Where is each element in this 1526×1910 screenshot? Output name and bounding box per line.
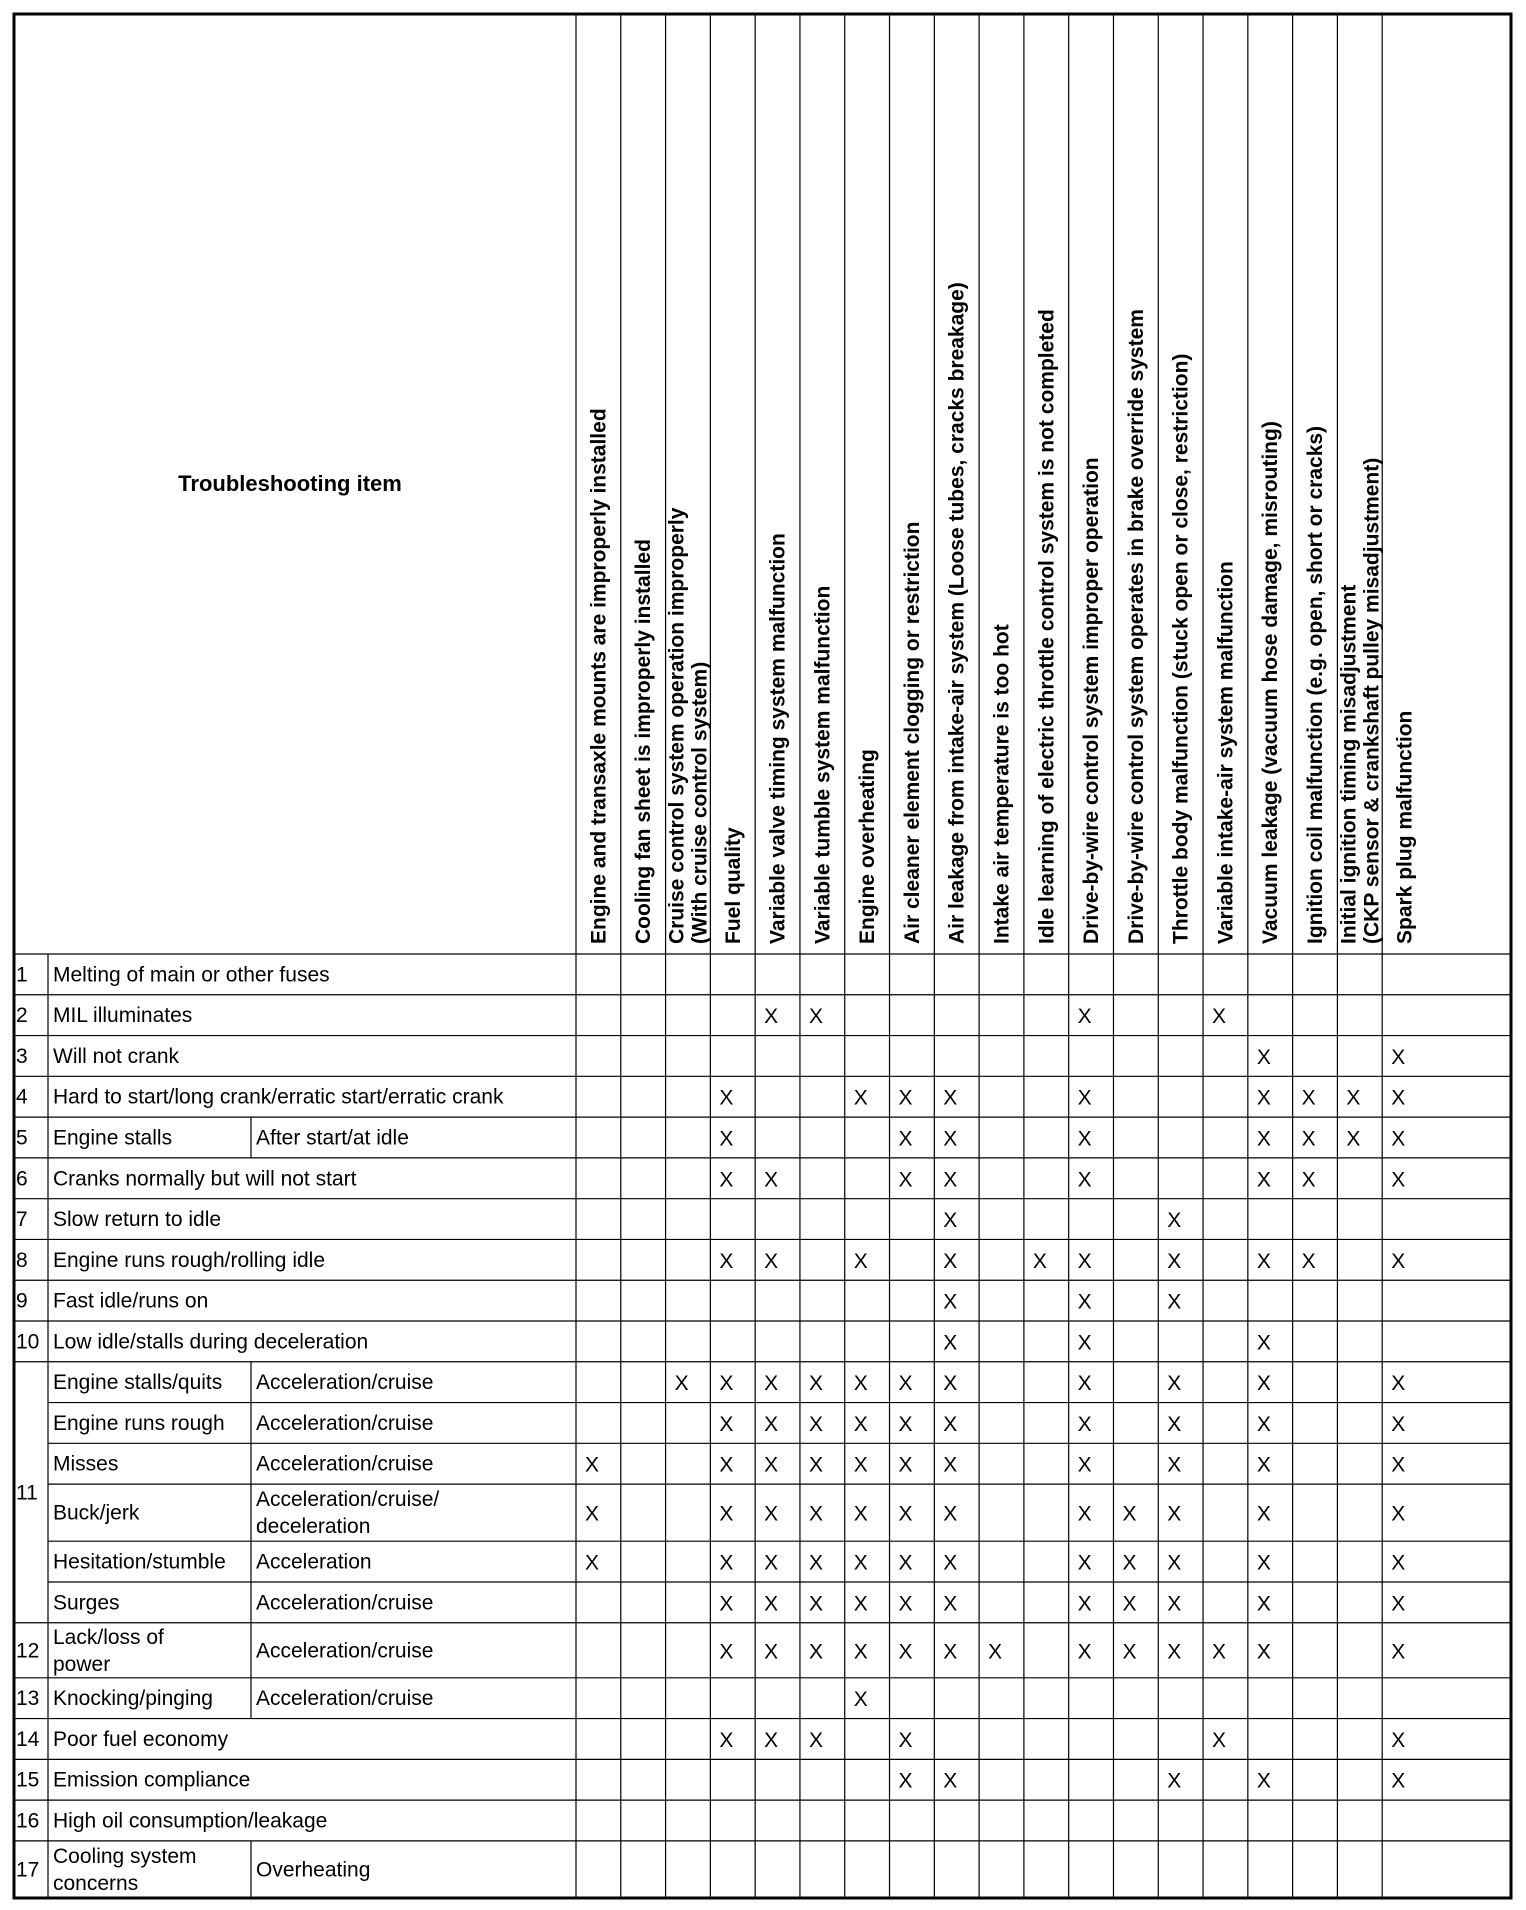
troubleshooting-item: Slow return to idle xyxy=(53,1208,222,1232)
mark-x: X xyxy=(1391,1249,1406,1273)
mark-x: X xyxy=(943,1453,958,1477)
mark-x: X xyxy=(1391,1592,1406,1616)
row-number: 7 xyxy=(16,1208,28,1232)
mark-x: X xyxy=(943,1502,958,1526)
mark-x: X xyxy=(1301,1168,1316,1192)
mark-x: X xyxy=(898,1412,913,1436)
condition: Acceleration/cruise xyxy=(256,1639,434,1663)
row-number: 13 xyxy=(16,1687,40,1711)
mark-x: X xyxy=(1391,1769,1406,1793)
mark-x: X xyxy=(808,1453,823,1477)
column-header xyxy=(1394,711,1417,944)
mark-x: X xyxy=(943,1249,958,1273)
row-number: 12 xyxy=(16,1639,40,1663)
column-header xyxy=(587,408,610,944)
column-header-text: Spark plug malfunction xyxy=(1393,710,1417,944)
mark-x: X xyxy=(719,1640,734,1664)
troubleshooting-item: Surges xyxy=(53,1591,120,1615)
mark-x: X xyxy=(853,1249,868,1273)
troubleshooting-item: Low idle/stalls during deceleration xyxy=(53,1330,369,1354)
row-number: 11 xyxy=(16,1481,38,1505)
mark-x: X xyxy=(1167,1412,1182,1436)
mark-x: X xyxy=(585,1453,600,1477)
table-border xyxy=(14,14,1511,1898)
mark-x: X xyxy=(853,1412,868,1436)
column-header-text: (CKP sensor & crankshaft pulley misadjustment) xyxy=(1360,457,1384,944)
mark-x: X xyxy=(1167,1249,1182,1273)
mark-x: X xyxy=(898,1640,913,1664)
condition: Overheating xyxy=(256,1858,371,1882)
mark-x: X xyxy=(585,1551,600,1575)
mark-x: X xyxy=(1167,1592,1182,1616)
mark-x: X xyxy=(719,1502,734,1526)
column-header-text: Vacuum leakage (vacuum hose damage, misrouting) xyxy=(1259,421,1283,944)
mark-x: X xyxy=(808,1592,823,1616)
mark-x: X xyxy=(1167,1453,1182,1477)
row-number: 17 xyxy=(16,1858,40,1882)
cell-marks xyxy=(585,1005,1405,1793)
mark-x: X xyxy=(1077,1249,1092,1273)
mark-x: X xyxy=(898,1127,913,1151)
mark-x: X xyxy=(1077,1592,1092,1616)
mark-x: X xyxy=(808,1728,823,1752)
mark-x: X xyxy=(719,1453,734,1477)
column-header xyxy=(1214,561,1237,944)
column-header-text: Variable valve timing system malfunction xyxy=(766,533,790,944)
troubleshooting-item: Engine runs rough/rolling idle xyxy=(53,1248,326,1272)
column-header-text: Variable tumble system malfunction xyxy=(811,585,835,944)
table-grid xyxy=(14,14,1511,1898)
mark-x: X xyxy=(719,1592,734,1616)
troubleshooting-item: Hard to start/long crank/erratic start/erratic crank xyxy=(53,1085,504,1109)
mark-x: X xyxy=(943,1769,958,1793)
mark-x: X xyxy=(1032,1249,1047,1273)
mark-x: X xyxy=(1077,1331,1092,1355)
mark-x: X xyxy=(853,1592,868,1616)
condition: Acceleration/cruise xyxy=(256,1687,434,1711)
mark-x: X xyxy=(1391,1502,1406,1526)
column-header-text: Initial ignition timing misadjustment xyxy=(1337,584,1361,944)
mark-x: X xyxy=(1301,1127,1316,1151)
mark-x: X xyxy=(1256,1127,1271,1151)
column-header-text: Variable intake-air system malfunction xyxy=(1214,561,1238,944)
column-header xyxy=(1304,426,1327,944)
mark-x: X xyxy=(808,1502,823,1526)
mark-x: X xyxy=(1391,1372,1406,1396)
mark-x: X xyxy=(1077,1551,1092,1575)
mark-x: X xyxy=(853,1640,868,1664)
mark-x: X xyxy=(943,1412,958,1436)
column-header-text: Cruise control system operation improperly xyxy=(665,507,689,944)
mark-x: X xyxy=(853,1551,868,1575)
row-number: 2 xyxy=(16,1004,28,1028)
column-header xyxy=(632,539,655,944)
troubleshooting-item: Misses xyxy=(53,1452,119,1476)
column-header-text: Air cleaner element clogging or restriction xyxy=(900,521,924,944)
mark-x: X xyxy=(1122,1640,1137,1664)
mark-x: X xyxy=(1256,1640,1271,1664)
row-number: 16 xyxy=(16,1809,40,1833)
condition: After start/at idle xyxy=(256,1126,409,1150)
troubleshooting-item: Engine stalls/quits xyxy=(53,1371,223,1395)
column-header-text: Drive-by-wire control system improper operation xyxy=(1080,457,1104,944)
column-header-text: Engine and transaxle mounts are improperly installed xyxy=(587,408,611,944)
troubleshooting-item: Hesitation/stumble xyxy=(53,1550,226,1574)
mark-x: X xyxy=(898,1502,913,1526)
mark-x: X xyxy=(1256,1372,1271,1396)
condition: Acceleration/cruise xyxy=(256,1452,434,1476)
mark-x: X xyxy=(943,1290,958,1314)
troubleshooting-item: Fast idle/runs on xyxy=(53,1289,209,1313)
mark-x: X xyxy=(1167,1769,1182,1793)
troubleshooting-item: Poor fuel economy xyxy=(53,1727,229,1751)
condition: Acceleration xyxy=(256,1550,372,1574)
mark-x: X xyxy=(898,1769,913,1793)
mark-x: X xyxy=(764,1372,779,1396)
column-header xyxy=(767,533,790,944)
mark-x: X xyxy=(943,1551,958,1575)
troubleshooting-item: Engine runs rough xyxy=(53,1411,225,1435)
mark-x: X xyxy=(1391,1168,1406,1192)
mark-x: X xyxy=(1256,1502,1271,1526)
mark-x: X xyxy=(1077,1290,1092,1314)
mark-x: X xyxy=(943,1640,958,1664)
mark-x: X xyxy=(1077,1086,1092,1110)
row-labels xyxy=(16,963,504,1895)
mark-x: X xyxy=(764,1412,779,1436)
row-number: 14 xyxy=(16,1727,40,1751)
column-header-text: Air leakage from intake-air system (Loose tubes, cracks breakage) xyxy=(945,282,969,944)
row-number: 5 xyxy=(16,1126,28,1150)
mark-x: X xyxy=(943,1127,958,1151)
condition: Acceleration/cruise xyxy=(256,1591,434,1615)
troubleshooting-item: Melting of main or other fuses xyxy=(53,963,330,987)
mark-x: X xyxy=(898,1728,913,1752)
troubleshooting-item: MIL illuminates xyxy=(53,1004,193,1028)
column-header-text: Throttle body malfunction (stuck open or close, restriction) xyxy=(1169,353,1193,944)
mark-x: X xyxy=(1391,1412,1406,1436)
mark-x: X xyxy=(1167,1209,1182,1233)
mark-x: X xyxy=(764,1502,779,1526)
mark-x: X xyxy=(764,1005,779,1029)
mark-x: X xyxy=(1256,1592,1271,1616)
mark-x: X xyxy=(719,1249,734,1273)
mark-x: X xyxy=(764,1249,779,1273)
mark-x: X xyxy=(853,1688,868,1712)
column-header-text: Engine overheating xyxy=(856,749,880,944)
mark-x: X xyxy=(1256,1551,1271,1575)
mark-x: X xyxy=(1256,1331,1271,1355)
condition: Acceleration/cruise xyxy=(256,1371,434,1395)
mark-x: X xyxy=(1077,1372,1092,1396)
column-header xyxy=(991,624,1014,944)
troubleshooting-item: Buck/jerk xyxy=(53,1501,140,1525)
mark-x: X xyxy=(674,1372,689,1396)
mark-x: X xyxy=(764,1592,779,1616)
mark-x: X xyxy=(719,1551,734,1575)
mark-x: X xyxy=(585,1502,600,1526)
row-number: 10 xyxy=(16,1330,40,1354)
troubleshooting-item: Engine stalls xyxy=(53,1126,173,1150)
mark-x: X xyxy=(808,1640,823,1664)
troubleshooting-item: Knocking/pinging xyxy=(53,1687,213,1711)
column-header xyxy=(1080,457,1103,944)
troubleshooting-item: Cooling system xyxy=(53,1844,197,1868)
condition: Acceleration/cruise xyxy=(256,1411,434,1435)
mark-x: X xyxy=(1077,1005,1092,1029)
mark-x: X xyxy=(1256,1086,1271,1110)
mark-x: X xyxy=(1212,1640,1227,1664)
mark-x: X xyxy=(853,1453,868,1477)
mark-x: X xyxy=(1391,1640,1406,1664)
mark-x: X xyxy=(764,1168,779,1192)
mark-x: X xyxy=(898,1168,913,1192)
column-header xyxy=(856,749,879,944)
column-header xyxy=(1259,421,1282,944)
mark-x: X xyxy=(764,1453,779,1477)
mark-x: X xyxy=(1391,1728,1406,1752)
mark-x: X xyxy=(1391,1086,1406,1110)
mark-x: X xyxy=(1077,1453,1092,1477)
column-header xyxy=(722,827,745,944)
mark-x: X xyxy=(943,1086,958,1110)
column-header-text: Cooling fan sheet is improperly installed xyxy=(632,539,656,944)
mark-x: X xyxy=(808,1412,823,1436)
mark-x: X xyxy=(808,1005,823,1029)
mark-x: X xyxy=(1301,1249,1316,1273)
mark-x: X xyxy=(808,1551,823,1575)
mark-x: X xyxy=(1167,1372,1182,1396)
mark-x: X xyxy=(1122,1502,1137,1526)
troubleshooting-item: Lack/loss of xyxy=(53,1625,164,1649)
condition: deceleration xyxy=(256,1515,371,1539)
mark-x: X xyxy=(1391,1127,1406,1151)
mark-x: X xyxy=(853,1086,868,1110)
column-header-text: Drive-by-wire control system operates in brake override system xyxy=(1124,309,1148,944)
troubleshooting-item: High oil consumption/leakage xyxy=(53,1809,328,1833)
mark-x: X xyxy=(719,1728,734,1752)
mark-x: X xyxy=(898,1592,913,1616)
condition: Acceleration/cruise/ xyxy=(256,1488,440,1512)
mark-x: X xyxy=(764,1640,779,1664)
row-number: 4 xyxy=(16,1085,28,1109)
mark-x: X xyxy=(1122,1551,1137,1575)
mark-x: X xyxy=(943,1209,958,1233)
mark-x: X xyxy=(1256,1168,1271,1192)
column-header-text: Intake air temperature is too hot xyxy=(990,624,1014,944)
mark-x: X xyxy=(1256,1453,1271,1477)
mark-x: X xyxy=(1077,1127,1092,1151)
mark-x: X xyxy=(853,1372,868,1396)
mark-x: X xyxy=(1167,1290,1182,1314)
mark-x: X xyxy=(943,1592,958,1616)
mark-x: X xyxy=(1212,1005,1227,1029)
mark-x: X xyxy=(1391,1453,1406,1477)
troubleshooting-item: Emission compliance xyxy=(53,1768,251,1792)
row-number: 8 xyxy=(16,1248,28,1272)
column-header xyxy=(1170,354,1193,944)
row-number: 3 xyxy=(16,1044,28,1068)
mark-x: X xyxy=(898,1372,913,1396)
mark-x: X xyxy=(719,1086,734,1110)
mark-x: X xyxy=(1391,1045,1406,1069)
column-header xyxy=(901,522,924,944)
mark-x: X xyxy=(943,1372,958,1396)
troubleshooting-item: Will not crank xyxy=(53,1044,180,1068)
mark-x: X xyxy=(988,1640,1003,1664)
mark-x: X xyxy=(943,1331,958,1355)
row-number: 15 xyxy=(16,1768,40,1792)
column-header-text: (With cruise control system) xyxy=(688,661,712,944)
row-number: 1 xyxy=(16,963,28,987)
mark-x: X xyxy=(719,1127,734,1151)
column-header-text: Ignition coil malfunction (e.g. open, short or cracks) xyxy=(1304,425,1327,944)
column-header xyxy=(666,507,712,944)
column-header-text: Idle learning of electric throttle control system is not completed xyxy=(1035,309,1059,944)
mark-x: X xyxy=(1167,1502,1182,1526)
mark-x: X xyxy=(1256,1769,1271,1793)
column-header xyxy=(946,282,969,944)
mark-x: X xyxy=(1167,1551,1182,1575)
mark-x: X xyxy=(1346,1127,1361,1151)
mark-x: X xyxy=(898,1551,913,1575)
column-header-text: Fuel quality xyxy=(721,827,745,944)
mark-x: X xyxy=(764,1728,779,1752)
mark-x: X xyxy=(1077,1168,1092,1192)
mark-x: X xyxy=(1077,1640,1092,1664)
troubleshooting-item: power xyxy=(53,1652,111,1676)
column-header xyxy=(811,586,834,944)
table-title: Troubleshooting item xyxy=(178,471,402,496)
mark-x: X xyxy=(808,1372,823,1396)
mark-x: X xyxy=(1167,1640,1182,1664)
row-number: 6 xyxy=(16,1167,28,1191)
mark-x: X xyxy=(1256,1045,1271,1069)
mark-x: X xyxy=(1391,1551,1406,1575)
mark-x: X xyxy=(1256,1249,1271,1273)
mark-x: X xyxy=(1212,1728,1227,1752)
mark-x: X xyxy=(1346,1086,1361,1110)
mark-x: X xyxy=(719,1372,734,1396)
mark-x: X xyxy=(943,1168,958,1192)
troubleshooting-item: concerns xyxy=(53,1871,139,1895)
mark-x: X xyxy=(719,1412,734,1436)
mark-x: X xyxy=(898,1086,913,1110)
row-number: 9 xyxy=(16,1289,28,1313)
mark-x: X xyxy=(1077,1502,1092,1526)
mark-x: X xyxy=(764,1551,779,1575)
column-header xyxy=(1035,309,1058,944)
mark-x: X xyxy=(1077,1412,1092,1436)
mark-x: X xyxy=(1301,1086,1316,1110)
mark-x: X xyxy=(1122,1592,1137,1616)
mark-x: X xyxy=(719,1168,734,1192)
mark-x: X xyxy=(853,1502,868,1526)
mark-x: X xyxy=(1256,1412,1271,1436)
column-header xyxy=(1337,458,1383,944)
column-header xyxy=(1125,309,1148,944)
troubleshooting-item: Cranks normally but will not start xyxy=(53,1167,357,1191)
mark-x: X xyxy=(898,1453,913,1477)
